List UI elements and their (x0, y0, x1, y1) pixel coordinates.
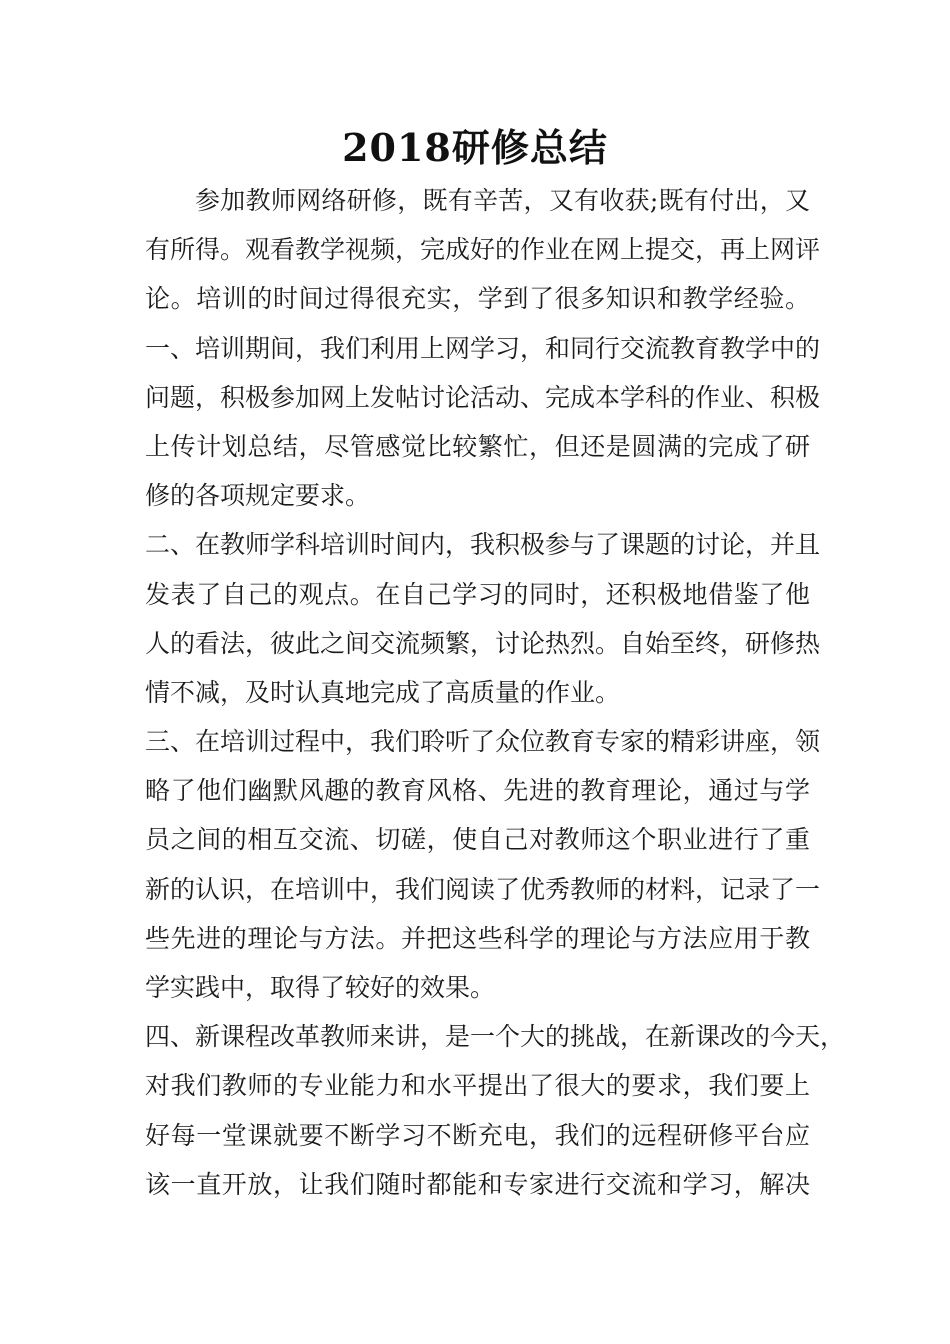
body-line: 有所得。观看教学视频，完成好的作业在网上提交，再上网评 (145, 235, 821, 265)
body-line: 上传计划总结，尽管感觉比较繁忙，但还是圆满的完成了研 (145, 431, 810, 461)
body-line: 员之间的相互交流、切磋，使自己对教师这个职业进行了重 (145, 825, 810, 855)
document-body (145, 176, 846, 1209)
body-line: 略了他们幽默风趣的教育风格、先进的教育理论，通过与学 (145, 776, 810, 806)
body-line: 论。培训的时间过得很充实，学到了很多知识和教学经验。 (145, 284, 810, 314)
body-line: 三、在培训过程中，我们聆听了众位教育专家的精彩讲座，领 (145, 727, 821, 757)
body-line: 好每一堂课就要不断学习不断充电，我们的远程研修平台应 (145, 1120, 810, 1150)
body-line: 发表了自己的观点。在自己学习的同时，还积极地借鉴了他 (145, 579, 810, 609)
body-line: 四、新课程改革教师来讲，是一个大的挑战，在新课改的今天， (145, 1022, 846, 1052)
body-line: 新的认识，在培训中，我们阅读了优秀教师的材料，记录了一 (145, 874, 821, 904)
body-line: 修的各项规定要求。 (145, 481, 371, 511)
document-title: 2018研修总结 (342, 125, 608, 170)
body-line: 二、在教师学科培训时间内，我积极参与了课题的讨论，并且 (145, 530, 821, 560)
body-line: 学实践中，取得了较好的效果。 (145, 973, 496, 1002)
body-line: 该一直开放，让我们随时都能和专家进行交流和学习，解决 (145, 1169, 810, 1199)
body-line: 问题，积极参加网上发帖讨论活动、完成本学科的作业、积极 (145, 382, 821, 412)
body-line: 参加教师网络研修，既有辛苦，又有收获;既有付出，又 (195, 186, 810, 215)
body-line: 人的看法，彼此之间交流频繁，讨论热烈。自始至终，研修热 (145, 628, 821, 658)
body-line: 对我们教师的专业能力和水平提出了很大的要求，我们要上 (145, 1071, 810, 1101)
body-line: 情不减，及时认真地完成了高质量的作业。 (145, 677, 621, 707)
body-line: 些先进的理论与方法。并把这些科学的理论与方法应用于教 (145, 923, 810, 953)
body-line: 一、培训期间，我们利用上网学习，和同行交流教育教学中的 (145, 333, 821, 363)
